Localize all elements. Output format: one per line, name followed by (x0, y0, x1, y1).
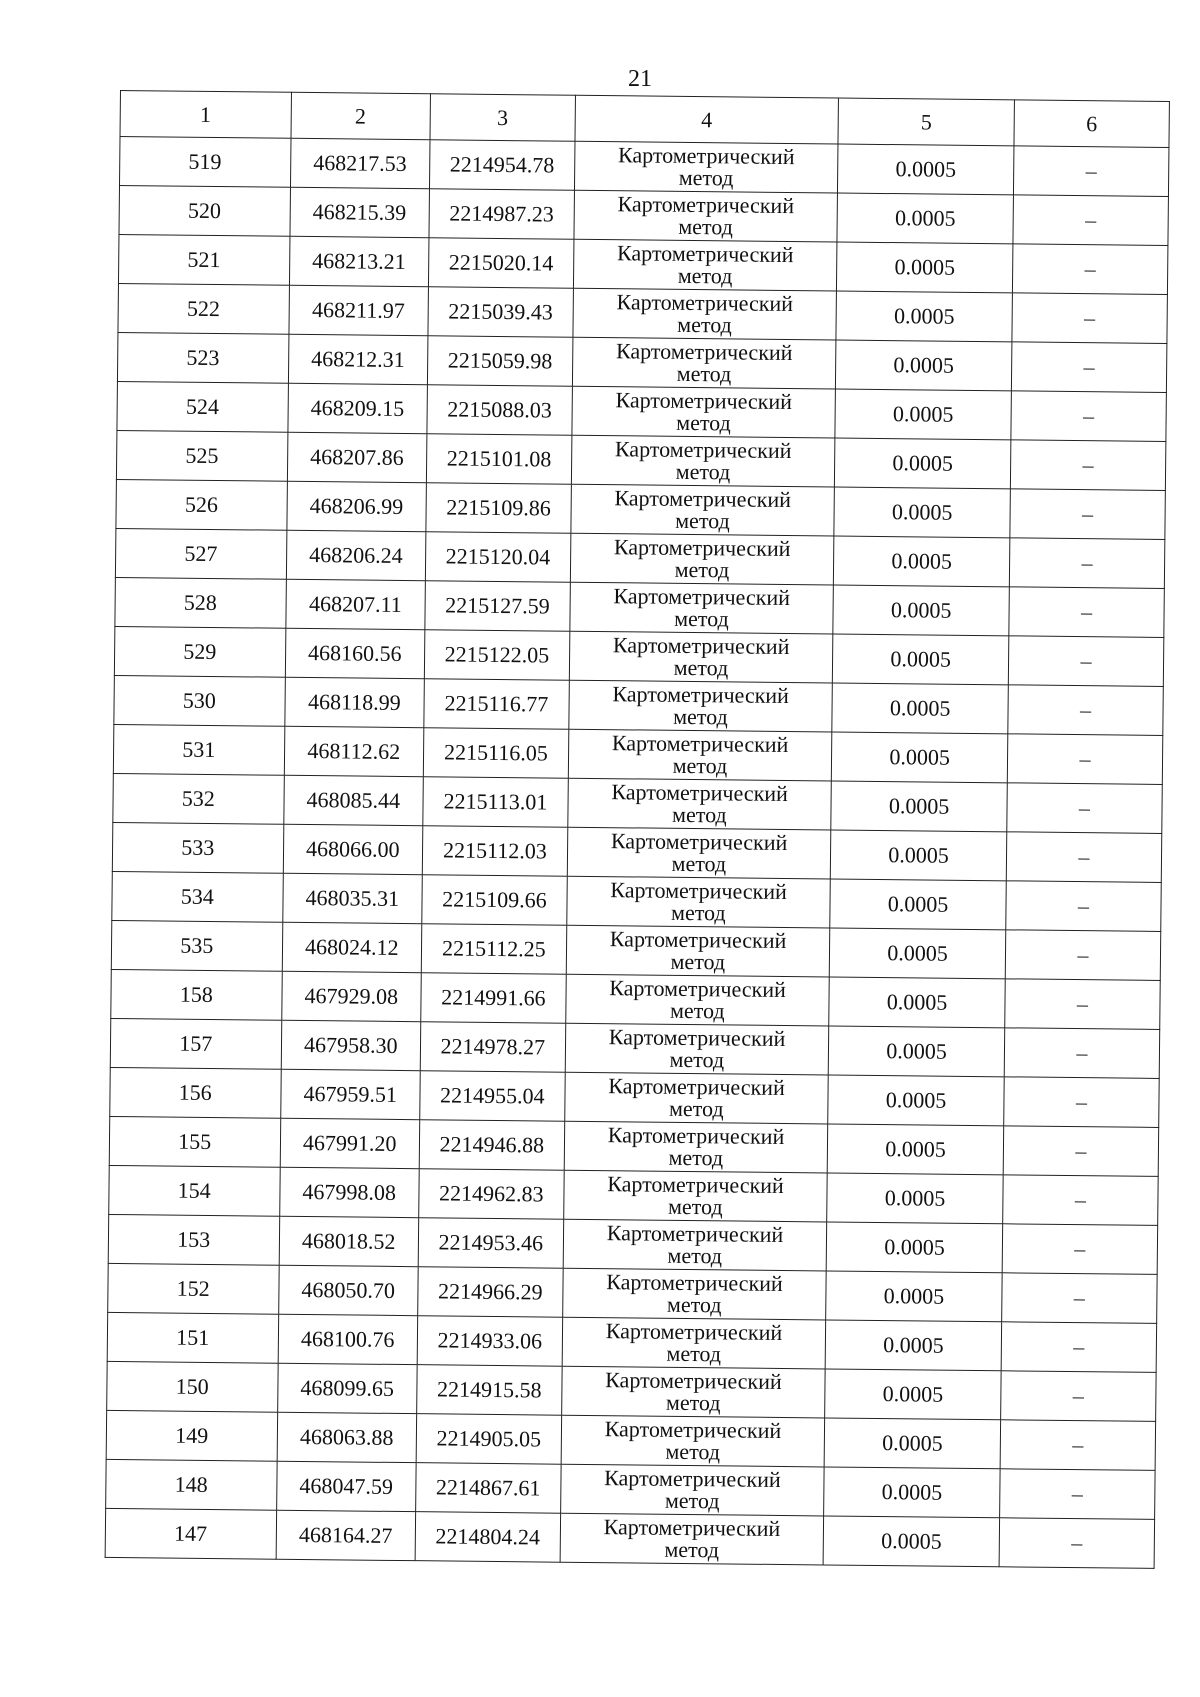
method-line-2: метод (666, 1340, 722, 1367)
point-number-cell: 158 (111, 969, 282, 1020)
y-coordinate-cell: 2214954.78 (430, 140, 575, 191)
note-cell: – (1012, 244, 1168, 295)
x-coordinate-cell: 468047.59 (276, 1461, 416, 1511)
accuracy-cell: 0.0005 (833, 585, 1009, 636)
point-number-cell: 523 (117, 332, 288, 383)
x-coordinate-cell: 467929.08 (281, 971, 421, 1021)
method-line-1: Картометрический (616, 240, 794, 268)
accuracy-cell: 0.0005 (827, 1124, 1003, 1175)
x-coordinate-cell: 467959.51 (280, 1069, 420, 1119)
method-line-1: Картометрический (610, 877, 787, 905)
accuracy-cell: 0.0005 (834, 487, 1010, 538)
method-line-1: Картометрический (607, 1171, 784, 1199)
point-number-cell: 528 (115, 577, 286, 628)
point-number-cell: 154 (109, 1165, 280, 1216)
note-cell: – (1005, 930, 1161, 981)
method-line-1: Картометрический (605, 1318, 783, 1346)
method-line-2: метод (670, 899, 726, 926)
accuracy-cell: 0.0005 (829, 977, 1005, 1028)
method-line-2: метод (670, 948, 726, 975)
point-number-cell: 152 (108, 1263, 279, 1314)
point-number-cell: 151 (107, 1312, 278, 1363)
method-line-2: метод (664, 1536, 720, 1563)
accuracy-cell: 0.0005 (824, 1418, 1000, 1469)
method-line-1: Картометрический (604, 1465, 781, 1492)
note-cell: – (1006, 881, 1162, 932)
y-coordinate-cell: 2215113.01 (423, 777, 568, 828)
method-cell (574, 141, 838, 193)
method-cell (567, 827, 831, 879)
point-number-cell: 147 (105, 1508, 276, 1559)
header-col-5: 5 (838, 98, 1014, 146)
y-coordinate-cell: 2214953.46 (418, 1218, 563, 1269)
accuracy-cell: 0.0005 (836, 291, 1012, 342)
point-number-cell: 530 (114, 675, 285, 726)
x-coordinate-cell: 468024.12 (282, 922, 422, 972)
y-coordinate-cell: 2215020.14 (428, 238, 573, 289)
x-coordinate-cell: 468112.62 (284, 726, 424, 776)
method-cell (572, 386, 836, 438)
method-cell (565, 974, 829, 1026)
y-coordinate-cell: 2215088.03 (427, 385, 572, 436)
y-coordinate-cell: 2215039.43 (428, 287, 573, 338)
method-line-1: Картометрический (612, 681, 790, 709)
note-cell: – (1007, 734, 1163, 785)
method-line-2: метод (676, 360, 732, 387)
point-number-cell: 526 (116, 479, 287, 530)
method-line-1: Картометрический (617, 142, 795, 170)
note-cell: – (1003, 1175, 1159, 1226)
method-cell (565, 1023, 829, 1075)
y-coordinate-cell: 2214991.66 (421, 973, 566, 1024)
accuracy-cell: 0.0005 (835, 438, 1011, 489)
point-number-cell: 521 (118, 234, 289, 285)
x-coordinate-cell: 468085.44 (283, 775, 423, 825)
method-cell (572, 337, 836, 389)
method-line-2: метод (672, 801, 727, 828)
accuracy-cell: 0.0005 (826, 1271, 1002, 1322)
method-line-1: Картометрический (609, 926, 787, 954)
note-cell: – (1010, 440, 1166, 491)
method-line-1: Картометрический (604, 1416, 782, 1443)
method-line-2: метод (678, 213, 733, 240)
point-number-cell: 524 (117, 381, 288, 432)
x-coordinate-cell: 468050.70 (278, 1265, 418, 1315)
accuracy-cell: 0.0005 (831, 830, 1007, 881)
method-line-1: Картометрический (609, 975, 786, 1003)
y-coordinate-cell: 2215109.86 (426, 483, 571, 534)
point-number-cell: 525 (116, 430, 287, 481)
y-coordinate-cell: 2214946.88 (419, 1120, 564, 1171)
method-line-1: Картометрический (610, 828, 788, 856)
method-line-1: Картометрический (614, 485, 792, 513)
point-number-cell: 148 (106, 1459, 277, 1510)
y-coordinate-cell: 2215116.77 (424, 679, 569, 730)
accuracy-cell: 0.0005 (823, 1516, 999, 1567)
x-coordinate-cell: 468207.11 (285, 579, 425, 629)
method-cell (570, 533, 834, 585)
x-coordinate-cell: 467958.30 (281, 1020, 421, 1070)
method-cell (571, 484, 835, 536)
x-coordinate-cell: 467998.08 (279, 1167, 419, 1217)
method-cell (574, 190, 838, 242)
method-line-2: метод (673, 703, 728, 730)
method-line-1: Картометрический (617, 191, 795, 219)
x-coordinate-cell: 468215.39 (289, 187, 429, 237)
x-coordinate-cell: 468211.97 (288, 285, 428, 335)
method-line-2: метод (667, 1242, 723, 1269)
method-cell (560, 1513, 824, 1565)
y-coordinate-cell: 2215101.08 (426, 434, 571, 485)
page-number: 21 (628, 66, 652, 92)
method-cell (569, 680, 833, 732)
x-coordinate-cell: 468206.24 (286, 530, 426, 580)
method-line-2: метод (674, 605, 729, 632)
method-line-1: Картометрический (608, 1024, 786, 1052)
method-line-2: метод (672, 752, 728, 779)
accuracy-cell: 0.0005 (827, 1173, 1003, 1224)
note-cell: – (1010, 489, 1166, 540)
method-cell (564, 1072, 828, 1124)
note-cell: – (1011, 342, 1167, 393)
y-coordinate-cell: 2214955.04 (420, 1071, 565, 1122)
x-coordinate-cell: 468018.52 (279, 1216, 419, 1266)
method-line-2: метод (678, 164, 734, 191)
x-coordinate-cell: 468217.53 (290, 138, 430, 188)
method-line-1: Картометрический (615, 387, 793, 415)
x-coordinate-cell: 468206.99 (286, 481, 426, 531)
method-cell (566, 876, 830, 928)
method-line-2: метод (667, 1193, 723, 1220)
method-line-1: Картометрический (614, 436, 792, 464)
method-line-2: метод (666, 1291, 722, 1318)
y-coordinate-cell: 2215120.04 (425, 532, 570, 583)
accuracy-cell: 0.0005 (830, 879, 1006, 930)
note-cell: – (1000, 1469, 1156, 1520)
accuracy-cell: 0.0005 (830, 928, 1006, 979)
accuracy-cell: 0.0005 (833, 634, 1009, 685)
method-line-2: метод (664, 1487, 720, 1514)
accuracy-cell: 0.0005 (832, 732, 1008, 783)
y-coordinate-cell: 2215122.05 (424, 630, 569, 681)
method-cell (563, 1170, 827, 1222)
accuracy-cell: 0.0005 (832, 683, 1008, 734)
accuracy-cell: 0.0005 (838, 144, 1014, 195)
method-cell (562, 1268, 826, 1320)
method-cell (566, 925, 830, 977)
method-cell (560, 1464, 824, 1516)
y-coordinate-cell: 2214905.05 (416, 1414, 561, 1465)
method-cell (564, 1121, 828, 1173)
point-number-cell: 155 (109, 1116, 280, 1167)
point-number-cell: 529 (114, 626, 285, 677)
point-number-cell: 522 (118, 283, 289, 334)
method-line-1: Картометрический (616, 289, 794, 317)
point-number-cell: 531 (113, 724, 284, 775)
method-line-1: Картометрический (611, 730, 789, 758)
method-line-1: Картометрический (615, 338, 793, 366)
note-cell: – (1003, 1126, 1159, 1177)
accuracy-cell: 0.0005 (834, 536, 1010, 587)
method-line-1: Картометрический (606, 1269, 783, 1297)
y-coordinate-cell: 2214915.58 (417, 1365, 562, 1416)
header-col-1: 1 (120, 91, 291, 139)
accuracy-cell: 0.0005 (835, 389, 1011, 440)
y-coordinate-cell: 2215112.03 (422, 826, 567, 877)
method-cell (570, 582, 834, 634)
x-coordinate-cell: 468164.27 (276, 1510, 416, 1560)
point-number-cell: 520 (119, 186, 290, 237)
method-cell (563, 1219, 827, 1271)
method-line-1: Картометрический (613, 583, 791, 611)
method-line-2: метод (675, 507, 730, 534)
point-number-cell: 532 (113, 773, 284, 824)
method-line-1: Картометрический (606, 1220, 784, 1248)
method-line-1: Картометрический (611, 779, 789, 807)
note-cell: – (1008, 685, 1164, 736)
y-coordinate-cell: 2214978.27 (420, 1022, 565, 1073)
note-cell: – (1013, 146, 1169, 197)
accuracy-cell: 0.0005 (825, 1369, 1001, 1420)
point-number-cell: 535 (111, 920, 282, 971)
point-number-cell: 533 (112, 822, 283, 873)
note-cell: – (1008, 636, 1164, 687)
method-line-1: Картометрический (613, 534, 791, 562)
note-cell: – (1007, 783, 1163, 834)
method-line-1: Картометрический (608, 1073, 785, 1101)
method-line-1: Картометрический (605, 1367, 782, 1394)
coordinates-table (105, 90, 1170, 1569)
y-coordinate-cell: 2214962.83 (419, 1169, 564, 1220)
method-cell (573, 288, 837, 340)
note-cell: – (999, 1518, 1155, 1569)
note-cell: – (1001, 1371, 1157, 1422)
accuracy-cell: 0.0005 (831, 781, 1007, 832)
note-cell: – (1009, 538, 1165, 589)
method-line-2: метод (669, 997, 725, 1024)
method-cell (573, 239, 837, 291)
header-col-3: 3 (430, 94, 575, 142)
y-coordinate-cell: 2215127.59 (425, 581, 570, 632)
method-line-2: метод (665, 1389, 721, 1416)
y-coordinate-cell: 2215116.05 (423, 728, 568, 779)
point-number-cell: 157 (110, 1018, 281, 1069)
method-cell (569, 631, 833, 683)
method-cell (571, 435, 835, 487)
y-coordinate-cell: 2214804.24 (415, 1512, 560, 1563)
note-cell: – (1004, 1028, 1160, 1079)
method-line-2: метод (674, 556, 730, 583)
accuracy-cell: 0.0005 (826, 1222, 1002, 1273)
header-col-2: 2 (291, 92, 431, 139)
y-coordinate-cell: 2214933.06 (417, 1316, 562, 1367)
note-cell: – (1013, 195, 1169, 246)
point-number-cell: 527 (115, 528, 286, 579)
table-row (105, 1508, 1154, 1568)
accuracy-cell: 0.0005 (824, 1467, 1000, 1518)
note-cell: – (1006, 832, 1162, 883)
y-coordinate-cell: 2215059.98 (427, 336, 572, 387)
method-line-2: метод (665, 1438, 721, 1465)
method-line-2: метод (677, 262, 733, 289)
x-coordinate-cell: 467991.20 (280, 1118, 420, 1168)
accuracy-cell: 0.0005 (828, 1026, 1004, 1077)
point-number-cell: 150 (107, 1361, 278, 1412)
note-cell: – (1002, 1273, 1158, 1324)
x-coordinate-cell: 468213.21 (289, 236, 429, 286)
accuracy-cell: 0.0005 (828, 1075, 1004, 1126)
accuracy-cell: 0.0005 (836, 340, 1012, 391)
x-coordinate-cell: 468209.15 (287, 383, 427, 433)
x-coordinate-cell: 468212.31 (288, 334, 428, 384)
x-coordinate-cell: 468207.86 (287, 432, 427, 482)
x-coordinate-cell: 468066.00 (283, 824, 423, 874)
note-cell: – (1005, 979, 1161, 1030)
method-line-1: Картометрический (612, 632, 790, 660)
y-coordinate-cell: 2214966.29 (418, 1267, 563, 1318)
header-col-6: 6 (1014, 100, 1170, 148)
point-number-cell: 153 (108, 1214, 279, 1265)
accuracy-cell: 0.0005 (825, 1320, 1001, 1371)
note-cell: – (1011, 391, 1167, 442)
header-col-4: 4 (575, 95, 839, 144)
x-coordinate-cell: 468100.76 (278, 1314, 418, 1364)
method-line-2: метод (669, 1046, 725, 1073)
x-coordinate-cell: 468118.99 (284, 677, 424, 727)
x-coordinate-cell: 468160.56 (285, 628, 425, 678)
method-line-2: метод (676, 409, 731, 436)
note-cell: – (1012, 293, 1168, 344)
point-number-cell: 534 (112, 871, 283, 922)
method-line-1: Картометрический (603, 1514, 781, 1541)
method-cell (561, 1415, 825, 1467)
x-coordinate-cell: 468035.31 (282, 873, 422, 923)
point-number-cell: 149 (106, 1410, 277, 1461)
y-coordinate-cell: 2214987.23 (429, 189, 574, 240)
note-cell: – (1002, 1224, 1158, 1275)
method-cell (568, 778, 832, 830)
y-coordinate-cell: 2215112.25 (421, 924, 566, 975)
method-line-2: метод (675, 458, 731, 485)
accuracy-cell: 0.0005 (837, 242, 1013, 293)
note-cell: – (1004, 1077, 1160, 1128)
method-line-2: метод (673, 654, 729, 681)
accuracy-cell: 0.0005 (837, 193, 1013, 244)
method-cell (568, 729, 832, 781)
method-cell (561, 1366, 825, 1418)
y-coordinate-cell: 2215109.66 (422, 875, 567, 926)
note-cell: – (1009, 587, 1165, 638)
table-body (105, 137, 1169, 1569)
method-line-2: метод (671, 850, 727, 877)
point-number-cell: 156 (110, 1067, 281, 1118)
method-cell (562, 1317, 826, 1369)
method-line-2: метод (668, 1144, 724, 1171)
note-cell: – (1001, 1322, 1157, 1373)
note-cell: – (1000, 1420, 1156, 1471)
method-line-1: Картометрический (607, 1122, 785, 1150)
y-coordinate-cell: 2214867.61 (416, 1463, 561, 1514)
method-line-2: метод (668, 1095, 724, 1122)
x-coordinate-cell: 468063.88 (277, 1412, 417, 1462)
point-number-cell: 519 (119, 137, 290, 188)
x-coordinate-cell: 468099.65 (277, 1363, 417, 1413)
method-line-2: метод (677, 311, 732, 338)
